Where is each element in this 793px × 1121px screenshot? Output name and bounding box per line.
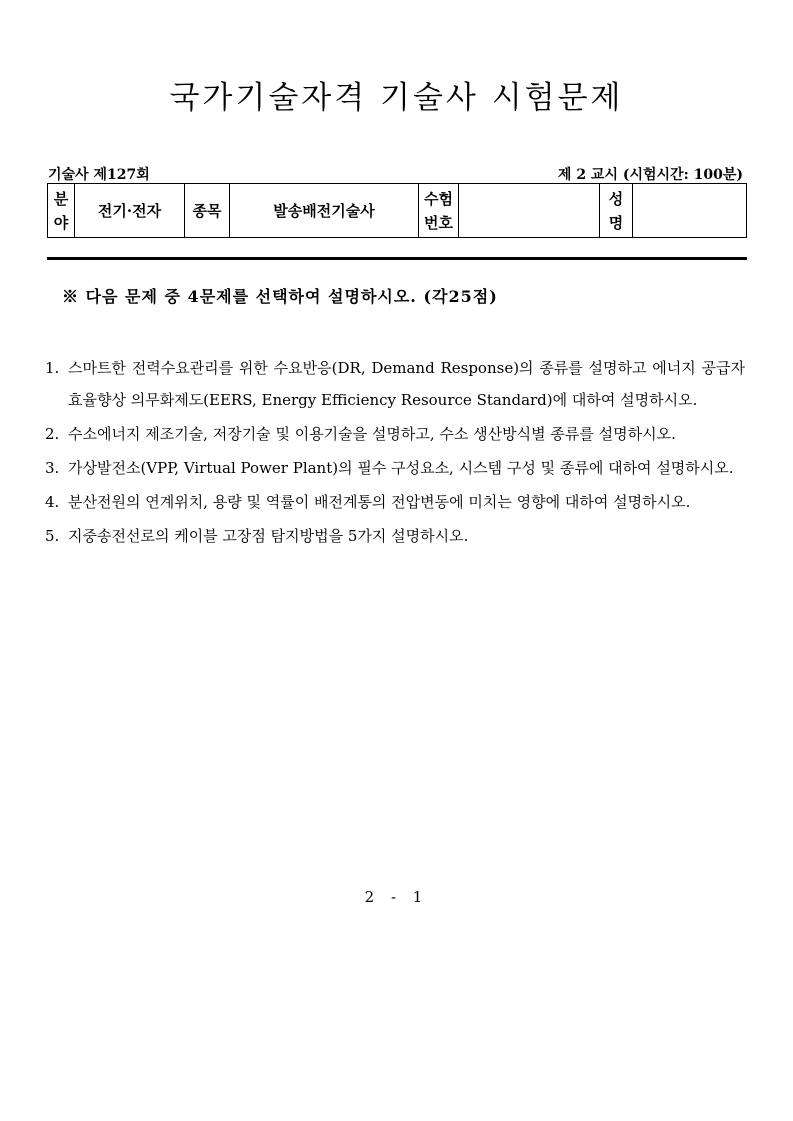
field-label-cell bbox=[48, 184, 75, 238]
item-value: 발송배전기술사 bbox=[230, 184, 419, 238]
question-item bbox=[45, 352, 745, 416]
exam-session: 기술사 제127회 bbox=[48, 167, 150, 183]
exam-info-table bbox=[47, 183, 747, 238]
item-label: 종목 bbox=[185, 184, 230, 238]
question-item bbox=[45, 520, 745, 552]
field-value: 전기·전자 bbox=[75, 184, 185, 238]
question-item bbox=[45, 452, 745, 484]
exam-no-label-cell bbox=[419, 184, 459, 238]
name-label-top: 성 bbox=[608, 189, 624, 208]
question-number: 5. bbox=[45, 527, 60, 545]
question-number: 1. bbox=[45, 359, 60, 377]
instruction-text: ※ 다음 문제 중 4문제를 선택하여 설명하시오. (각25점) bbox=[62, 287, 498, 306]
question-text: 스마트한 전력수요관리를 위한 수요반응(DR, Demand Response)의 종류를 설명하고 에너지 공급자 효율향상 의무화제도(EERS, Energy Efficiency Resource Standard)에 대하여 설명하시오. bbox=[68, 359, 745, 409]
question-list bbox=[45, 352, 745, 554]
question-text: 가상발전소(VPP, Virtual Power Plant)의 필수 구성요소, 시스템 구성 및 종류에 대하여 설명하시오. bbox=[68, 459, 734, 477]
question-number: 2. bbox=[45, 425, 60, 443]
name-label-cell bbox=[600, 184, 633, 238]
exam-period: 제 2 교시 (시험시간: 100분) bbox=[557, 167, 743, 183]
exam-title: 국가기술자격 기술사 시험문제 bbox=[169, 80, 624, 116]
question-item bbox=[45, 486, 745, 518]
info-row bbox=[48, 184, 747, 238]
exam-no-label-bottom: 번호 bbox=[424, 213, 453, 232]
question-text: 수소에너지 제조기술, 저장기술 및 이용기술을 설명하고, 수소 생산방식별 종류를 설명하시오. bbox=[68, 425, 676, 443]
page-number: 2 - 1 bbox=[364, 888, 429, 906]
divider bbox=[47, 257, 747, 260]
exam-no-label-top: 수험 bbox=[424, 189, 453, 208]
exam-no-field[interactable] bbox=[459, 184, 600, 238]
question-number: 3. bbox=[45, 459, 60, 477]
question-text: 지중송전선로의 케이블 고장점 탐지방법을 5가지 설명하시오. bbox=[68, 527, 469, 545]
question-number: 4. bbox=[45, 493, 60, 511]
field-label-top: 분 bbox=[53, 189, 69, 208]
field-label-bottom: 야 bbox=[53, 213, 69, 232]
name-field[interactable] bbox=[633, 184, 747, 238]
question-item bbox=[45, 418, 745, 450]
question-text: 분산전원의 연계위치, 용량 및 역률이 배전계통의 전압변동에 미치는 영향에 대하여 설명하시오. bbox=[68, 493, 691, 511]
name-label-bottom: 명 bbox=[608, 213, 624, 232]
